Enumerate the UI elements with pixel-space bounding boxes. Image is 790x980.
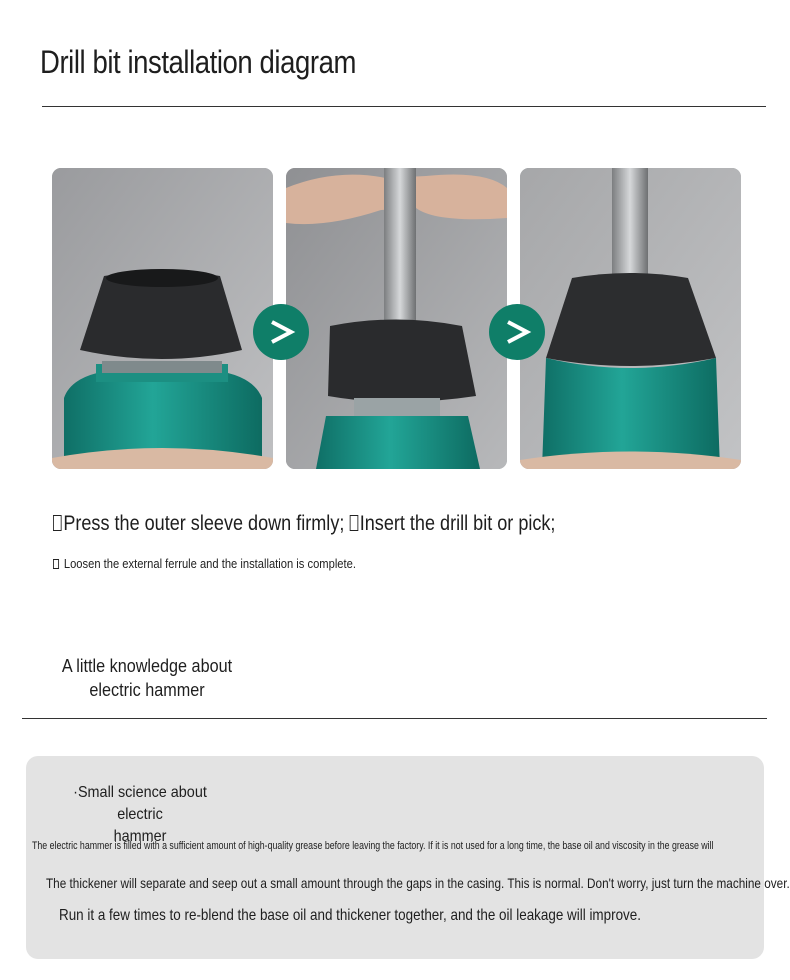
page-title: Drill bit installation diagram xyxy=(40,44,356,80)
step-instructions xyxy=(53,512,555,536)
knowledge-heading-line-2: electric hammer xyxy=(89,680,205,700)
next-step-arrow-icon xyxy=(253,304,309,360)
step-2-photo xyxy=(286,168,507,469)
next-step-arrow-icon xyxy=(489,304,545,360)
title-divider xyxy=(42,106,766,107)
missing-glyph-icon xyxy=(53,559,59,569)
info-panel-title-line-1: ·Small science about electric xyxy=(73,784,207,823)
knowledge-heading-line-1: A little knowledge about xyxy=(61,656,233,676)
step-2-text: Insert the drill bit or pick; xyxy=(359,512,556,535)
info-panel-title-line-2: hammer xyxy=(113,828,167,845)
info-text-line-1: The electric hammer is filled with a sufficient amount of high-quality grease before leaving the factory. If it is not used for a long time, the base oil and viscosity in the grease will xyxy=(32,840,714,852)
info-text-line-3: Run it a few times to re-blend the base oil and thickener together, and the oil leakage will improve. xyxy=(59,907,641,924)
step-3-photo xyxy=(520,168,741,469)
knowledge-heading xyxy=(58,654,236,702)
step-1-photo xyxy=(52,168,273,469)
section-divider xyxy=(22,718,767,719)
step-3-text: Loosen the external ferrule and the installation is complete. xyxy=(63,556,356,571)
missing-glyph-icon xyxy=(53,515,62,531)
info-panel-title xyxy=(54,782,227,848)
step-1-text: Press the outer sleeve down firmly; xyxy=(63,512,345,535)
step-3-line xyxy=(53,556,356,571)
missing-glyph-icon xyxy=(349,515,358,531)
info-text-line-2: The thickener will separate and seep out a small amount through the gaps in the casing. This is normal. Don't worry, just turn the machine over. xyxy=(46,875,790,891)
